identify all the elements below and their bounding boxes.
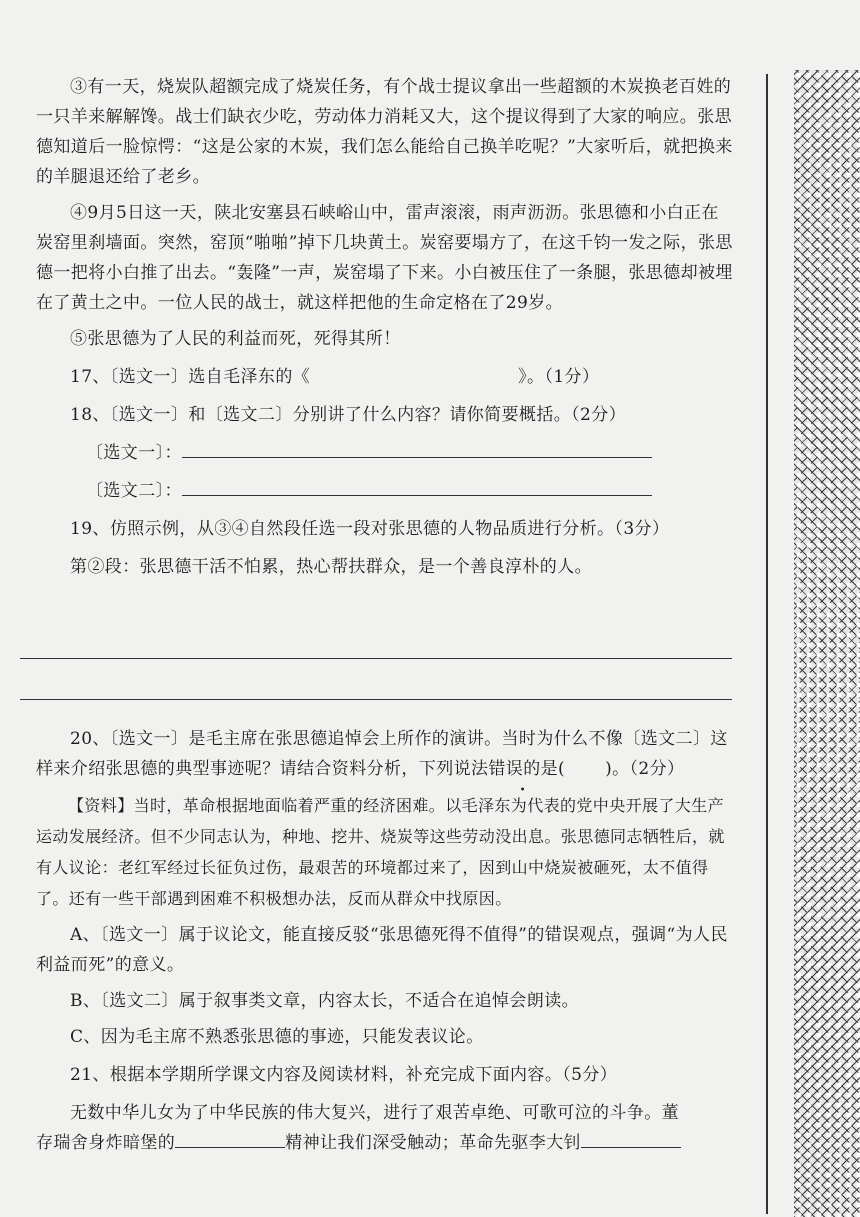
option-a: A、〔选文一〕属于议论文，能直接反驳“张思德死得不值得”的错误观点，强调“为人民利益而死”的意义。: [36, 925, 728, 975]
question-21-blank-2[interactable]: [581, 1129, 681, 1148]
question-18-answer-1: [36, 438, 736, 468]
question-21-text-b: 精神让我们深受触动；革命先驱李大钊: [285, 1133, 582, 1153]
material-box: 【资料】当时，革命根据地面临着严重的经济困难。以毛泽东为代表的党中央开展了大生产运动发展经济。但不少同志认为，种地、挖井、烧炭等这些劳动没出息。张思德同志牺牲后，就有人议论：老红军经过长征负过伤，最艰苦的环境都过来了，因到山中烧炭被砸死，太不值得了。还有一些干部遇到困难不积极想办法，反而从群众中找原因。: [36, 796, 725, 908]
option-c: C、因为毛主席不熟悉张思德的事迹，只能发表议论。: [70, 1027, 484, 1047]
question-20-score: )。（2分）: [605, 759, 685, 779]
reading-section: [36, 72, 736, 582]
question-21-line-2: [36, 1128, 736, 1158]
question-17-prompt: 17、〔选文一〕选自毛泽东的《: [70, 367, 311, 387]
question-19: 19、仿照示例，从③④自然段任选一段对张思德的人物品质进行分析。（3分）: [70, 519, 670, 539]
question-19-example: 第②段：张思德干活不怕累，热心帮扶群众，是一个善良淳朴的人。: [70, 557, 592, 577]
question-17-score: 》。（1分）: [518, 367, 600, 387]
question-19-answer-line-2[interactable]: [20, 699, 732, 700]
decorative-border-pattern: [794, 70, 860, 1217]
question-21: 21、根据本学期所学课文内容及阅读材料，补充完成下面内容。（5分）: [70, 1065, 618, 1085]
question-18: 18、〔选文一〕和〔选文二〕分别讲了什么内容？请你简要概括。（2分）: [70, 405, 627, 425]
question-20-bracket-open: 的是(: [523, 759, 566, 779]
question-17: [36, 362, 736, 392]
question-21-line-1: 无数中华儿女为了中华民族的伟大复兴，进行了艰苦卓绝、可歌可泣的斗争。董: [70, 1103, 679, 1123]
question-19-answer-line-1[interactable]: [20, 658, 732, 659]
paragraph-5: ⑤张思德为了人民的利益而死，死得其所！: [70, 329, 401, 349]
answer-2-label: 〔选文二〕：: [86, 481, 182, 501]
paragraph-3: ③有一天，烧炭队超额完成了烧炭任务，有个战士提议拿出一些超额的木炭换老百姓的一只羊来解解馋。战士们缺衣少吃，劳动体力消耗又大，这个提议得到了大家的响应。张思德知道后一脸惊愕：“这是公家的木炭，我们怎么能给自己换羊吃呢？”大家听后，就把换来的羊腿退还给了老乡。: [36, 77, 733, 187]
answer-1-line[interactable]: [182, 439, 652, 458]
answer-1-label: 〔选文一〕：: [86, 443, 182, 463]
question-21-blank-1[interactable]: [175, 1129, 285, 1148]
question-section-2: [36, 724, 736, 1158]
answer-2-line[interactable]: [182, 477, 652, 496]
question-20-prompt: 20、〔选文一〕是毛主席在张思德追悼会上所作的演讲。当时为什么不像〔选文二〕这样来介绍张思德的典型事迹呢？请结合资料分析，下列说法: [36, 729, 728, 779]
option-b: B、〔选文二〕属于叙事类文章，内容太长，不适合在追悼会朗读。: [70, 991, 579, 1011]
binding-line: [766, 74, 768, 1214]
emphasis-dotted: 错误: [488, 759, 524, 779]
question-18-answer-2: [36, 476, 736, 506]
question-20: [36, 724, 736, 784]
paragraph-4: ④9月5日这一天，陕北安塞县石峡峪山中，雷声滚滚，雨声沥沥。张思德和小白正在炭窑里刹墙面。突然，窑顶“啪啪”掉下几块黄土。炭窑要塌方了，在这千钧一发之际，张思德一把将小白推了出去。“轰隆”一声，炭窑塌了下来。小白被压住了一条腿，张思德却被埋在了黄土之中。一位人民的战士，就这样把他的生命定格在了29岁。: [36, 203, 733, 313]
question-21-text-a: 存瑞舍身炸暗堡的: [36, 1133, 176, 1153]
